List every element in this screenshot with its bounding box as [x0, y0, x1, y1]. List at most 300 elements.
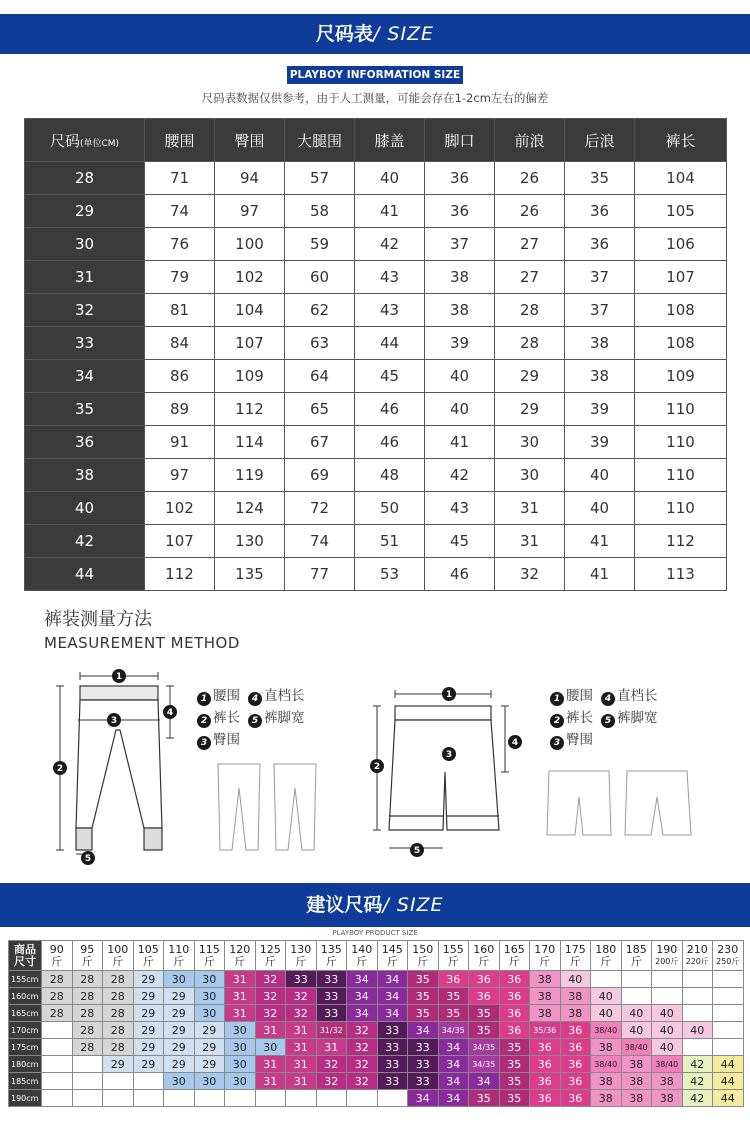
size-cell: 32	[255, 971, 286, 988]
size-cell: 35	[469, 1005, 500, 1022]
size-note: 尺码表数据仅供参考，由于人工测量，可能会存在1-2cm左右的偏差	[201, 91, 549, 105]
shorts-sketch-thumbnails	[545, 765, 695, 840]
size-cell: 110	[635, 459, 727, 492]
size-cell: 29	[495, 360, 565, 393]
shorts-diagram	[365, 680, 535, 860]
size-cell: 33	[286, 971, 317, 988]
size-cell: 38	[565, 327, 635, 360]
size-cell: 35	[565, 162, 635, 195]
size-cell: 34	[469, 1073, 500, 1090]
size-cell: 33	[377, 1039, 408, 1056]
size-cell	[621, 988, 652, 1005]
size-cell: 63	[285, 327, 355, 360]
size-cell: 35	[408, 1005, 439, 1022]
size-cell: 38	[560, 1005, 591, 1022]
size-cell: 28	[72, 1022, 103, 1039]
size-cell	[713, 1039, 744, 1056]
size-cell: 30	[194, 988, 225, 1005]
height-label: 185cm	[9, 1073, 42, 1090]
table-row	[9, 1039, 744, 1056]
size-cell: 109	[215, 360, 285, 393]
size-cell: 30	[194, 1073, 225, 1090]
legend-4-icon: 4	[248, 692, 262, 706]
size-cell: 76	[145, 228, 215, 261]
size-cell: 105	[635, 195, 727, 228]
size-cell: 28	[103, 1039, 134, 1056]
size-cell: 28	[72, 1005, 103, 1022]
size-cell: 36	[565, 228, 635, 261]
size-cell: 30	[225, 1073, 256, 1090]
size-cell: 71	[145, 162, 215, 195]
size-cell: 29	[133, 1056, 164, 1073]
size-cell: 29	[103, 1056, 134, 1073]
size-cell: 39	[425, 327, 495, 360]
size-cell: 35	[499, 1073, 530, 1090]
legend-3-icon: 3	[197, 736, 211, 750]
size-cell: 41	[355, 195, 425, 228]
size-cell: 32	[347, 1056, 378, 1073]
size-cell: 29	[495, 393, 565, 426]
size-cell: 28	[103, 1005, 134, 1022]
size-cell: 97	[215, 195, 285, 228]
size-cell: 38/40	[621, 1039, 652, 1056]
size-cell: 53	[355, 558, 425, 591]
svg-text:4: 4	[511, 738, 519, 748]
size-cell: 38	[560, 988, 591, 1005]
size-cell: 33	[377, 1022, 408, 1039]
size-cell: 36	[469, 971, 500, 988]
size-cell: 31	[495, 492, 565, 525]
size-cell: 35	[469, 1022, 500, 1039]
size-cell: 107	[215, 327, 285, 360]
size-cell: 35	[408, 988, 439, 1005]
size-cell: 35	[408, 971, 439, 988]
table-row	[9, 1005, 744, 1022]
size-cell	[682, 971, 713, 988]
size-cell: 34	[347, 988, 378, 1005]
size-cell: 40	[560, 971, 591, 988]
size-cell: 40	[652, 1005, 683, 1022]
size-cell: 40	[652, 1039, 683, 1056]
table-row	[9, 1090, 744, 1107]
size-cell: 28	[25, 162, 145, 195]
size-cell	[42, 1056, 73, 1073]
size-cell: 40	[591, 988, 622, 1005]
size-cell	[682, 1005, 713, 1022]
size-cell: 38	[591, 1090, 622, 1107]
size-cell	[713, 971, 744, 988]
size-cell: 28	[72, 1039, 103, 1056]
weight-header: 210 220斤	[682, 941, 713, 971]
recommend-subtitle: PLAYBOY PRODUCT SIZE	[332, 929, 418, 937]
size-cell: 51	[355, 525, 425, 558]
size-cell: 110	[635, 426, 727, 459]
size-cell: 35	[499, 1090, 530, 1107]
size-cell: 110	[635, 492, 727, 525]
size-cell: 110	[635, 393, 727, 426]
size-cell	[103, 1073, 134, 1090]
size-cell: 35	[438, 1005, 469, 1022]
size-cell	[621, 971, 652, 988]
table-row	[25, 459, 727, 492]
legend-5-icon: 5	[248, 714, 262, 728]
size-cell: 79	[145, 261, 215, 294]
size-cell: 41	[565, 558, 635, 591]
size-cell: 36	[560, 1039, 591, 1056]
size-cell: 33	[377, 1073, 408, 1090]
size-cell: 107	[635, 261, 727, 294]
size-cell	[713, 1005, 744, 1022]
size-cell: 31	[225, 1005, 256, 1022]
size-cell: 34	[438, 1090, 469, 1107]
weight-header: 125 斤	[255, 941, 286, 971]
size-cell: 42	[355, 228, 425, 261]
size-cell: 119	[215, 459, 285, 492]
size-cell: 59	[285, 228, 355, 261]
size-cell: 33	[316, 971, 347, 988]
size-cell	[652, 988, 683, 1005]
size-cell: 33	[316, 1005, 347, 1022]
size-cell: 35	[499, 1056, 530, 1073]
size-cell: 32	[316, 1073, 347, 1090]
size-cell: 29	[133, 1022, 164, 1039]
size-cell: 36	[425, 195, 495, 228]
size-cell: 35/36	[530, 1022, 561, 1039]
recommend-table	[8, 940, 744, 1107]
size-cell: 60	[285, 261, 355, 294]
size-cell: 36	[499, 988, 530, 1005]
size-cell: 124	[215, 492, 285, 525]
size-cell: 42	[682, 1090, 713, 1107]
size-cell: 45	[425, 525, 495, 558]
size-cell: 35	[469, 1090, 500, 1107]
weight-header: 190 200斤	[652, 941, 683, 971]
size-cell: 38	[425, 261, 495, 294]
weight-header: 150 斤	[408, 941, 439, 971]
size-cell: 40	[652, 1022, 683, 1039]
size-col-header: 前浪	[495, 119, 565, 162]
legend-1-icon: 1	[550, 692, 564, 706]
size-cell	[103, 1090, 134, 1107]
size-cell: 40	[355, 162, 425, 195]
size-cell	[72, 1056, 103, 1073]
size-cell: 34	[347, 1005, 378, 1022]
size-cell: 33	[408, 1039, 439, 1056]
size-cell: 28	[103, 1022, 134, 1039]
weight-header: 145 斤	[377, 941, 408, 971]
table-row	[25, 360, 727, 393]
weight-header: 90 斤	[42, 941, 73, 971]
size-cell: 34	[408, 1022, 439, 1039]
size-cell: 38	[530, 971, 561, 988]
size-cell: 36	[499, 1022, 530, 1039]
size-col-header: 后浪	[565, 119, 635, 162]
size-cell: 34	[25, 360, 145, 393]
weight-header: 185 斤	[621, 941, 652, 971]
size-cell: 31	[25, 261, 145, 294]
table-row	[25, 261, 727, 294]
size-cell: 29	[133, 1039, 164, 1056]
size-cell: 36	[530, 1090, 561, 1107]
size-cell	[42, 1090, 73, 1107]
size-cell	[682, 1039, 713, 1056]
size-cell: 37	[565, 294, 635, 327]
size-cell: 28	[103, 971, 134, 988]
size-cell	[347, 1090, 378, 1107]
size-cell: 109	[635, 360, 727, 393]
size-table	[24, 118, 727, 591]
size-cell: 40	[565, 459, 635, 492]
size-cell: 108	[635, 327, 727, 360]
size-cell: 43	[355, 294, 425, 327]
svg-text:3: 3	[445, 750, 453, 760]
weight-header: 105 斤	[133, 941, 164, 971]
size-cell: 40	[425, 393, 495, 426]
size-cell: 30	[225, 1039, 256, 1056]
size-cell	[316, 1090, 347, 1107]
size-cell	[286, 1090, 317, 1107]
size-cell: 114	[215, 426, 285, 459]
size-cell: 38/40	[591, 1056, 622, 1073]
size-cell: 74	[285, 525, 355, 558]
size-cell: 32	[286, 988, 317, 1005]
table-row	[25, 195, 727, 228]
height-label: 160cm	[9, 988, 42, 1005]
size-cell: 72	[285, 492, 355, 525]
legend-4-icon: 4	[601, 692, 615, 706]
size-cell: 40	[565, 492, 635, 525]
size-cell: 102	[215, 261, 285, 294]
size-cell: 50	[355, 492, 425, 525]
size-cell: 31	[225, 971, 256, 988]
size-cell: 42	[425, 459, 495, 492]
height-label: 175cm	[9, 1039, 42, 1056]
size-cell: 113	[635, 558, 727, 591]
banner-title-cn: 尺码表	[315, 23, 373, 45]
size-cell: 33	[377, 1056, 408, 1073]
size-cell: 112	[215, 393, 285, 426]
size-cell: 32	[255, 988, 286, 1005]
size-cell: 31/32	[316, 1022, 347, 1039]
size-cell: 67	[285, 426, 355, 459]
table-row	[25, 228, 727, 261]
size-cell: 39	[565, 393, 635, 426]
weight-header: 230 250斤	[713, 941, 744, 971]
size-cell: 40	[591, 1005, 622, 1022]
size-cell: 39	[565, 426, 635, 459]
size-cell	[164, 1090, 195, 1107]
table-row	[25, 327, 727, 360]
size-cell: 38	[652, 1073, 683, 1090]
size-cell: 36	[560, 1022, 591, 1039]
size-cell: 44	[713, 1090, 744, 1107]
size-cell: 33	[408, 1056, 439, 1073]
size-cell: 44	[713, 1073, 744, 1090]
size-cell: 26	[495, 162, 565, 195]
recommend-title-en: / SIZE	[382, 894, 444, 916]
size-cell: 29	[164, 1056, 195, 1073]
size-cell: 36	[499, 1005, 530, 1022]
height-label: 170cm	[9, 1022, 42, 1039]
recommend-banner	[0, 883, 750, 927]
measurement-title-cn: 裤装测量方法	[44, 609, 152, 630]
size-cell: 36	[560, 1056, 591, 1073]
size-cell: 34	[408, 1090, 439, 1107]
size-cell: 36	[565, 195, 635, 228]
size-cell: 37	[425, 228, 495, 261]
size-cell: 36	[499, 971, 530, 988]
size-cell: 36	[438, 971, 469, 988]
size-cell: 135	[215, 558, 285, 591]
size-cell	[591, 971, 622, 988]
size-cell: 104	[635, 162, 727, 195]
weight-header: 135 斤	[316, 941, 347, 971]
size-cell: 28	[495, 327, 565, 360]
table-row	[25, 162, 727, 195]
size-cell: 32	[495, 558, 565, 591]
table-row	[9, 988, 744, 1005]
weight-header: 110 斤	[164, 941, 195, 971]
size-col-header: 腰围	[145, 119, 215, 162]
size-cell: 86	[145, 360, 215, 393]
size-cell	[377, 1090, 408, 1107]
weight-header: 130 斤	[286, 941, 317, 971]
size-cell: 44	[355, 327, 425, 360]
size-col-header: 大腿围	[285, 119, 355, 162]
size-cell: 64	[285, 360, 355, 393]
table-row	[9, 1022, 744, 1039]
size-cell: 30	[255, 1039, 286, 1056]
size-cell: 38	[25, 459, 145, 492]
height-label: 155cm	[9, 971, 42, 988]
size-cell	[194, 1090, 225, 1107]
size-cell: 38	[621, 1056, 652, 1073]
size-cell: 44	[25, 558, 145, 591]
size-cell	[133, 1090, 164, 1107]
size-cell: 29	[164, 1022, 195, 1039]
weight-header: 95 斤	[72, 941, 103, 971]
svg-text:1: 1	[115, 672, 123, 682]
size-cell	[713, 988, 744, 1005]
svg-text:5: 5	[413, 846, 421, 856]
size-cell: 29	[194, 1039, 225, 1056]
size-cell	[133, 1073, 164, 1090]
size-cell: 30	[164, 971, 195, 988]
weight-header: 115 斤	[194, 941, 225, 971]
size-cell: 34/35	[469, 1039, 500, 1056]
pants-sketch-thumbnails	[212, 760, 327, 855]
size-cell: 33	[25, 327, 145, 360]
weight-header: 170 斤	[530, 941, 561, 971]
size-cell: 57	[285, 162, 355, 195]
size-cell: 30	[495, 459, 565, 492]
size-col-header: 尺码(单位CM)	[25, 119, 145, 162]
size-cell: 46	[425, 558, 495, 591]
size-cell: 31	[495, 525, 565, 558]
size-cell: 30	[495, 426, 565, 459]
size-cell: 38	[565, 360, 635, 393]
size-cell: 40	[621, 1005, 652, 1022]
size-cell: 40	[621, 1022, 652, 1039]
size-cell: 35	[25, 393, 145, 426]
weight-header: 140 斤	[347, 941, 378, 971]
weight-header: 155 斤	[438, 941, 469, 971]
size-cell: 29	[164, 1005, 195, 1022]
size-cell	[652, 971, 683, 988]
size-cell: 46	[355, 393, 425, 426]
size-cell: 34/35	[438, 1022, 469, 1039]
size-cell: 130	[215, 525, 285, 558]
height-label: 165cm	[9, 1005, 42, 1022]
size-cell: 28	[42, 988, 73, 1005]
size-cell: 32	[347, 1073, 378, 1090]
size-cell: 29	[194, 1022, 225, 1039]
size-cell: 36	[560, 1073, 591, 1090]
size-cell: 43	[425, 492, 495, 525]
size-cell: 38	[621, 1090, 652, 1107]
weight-header: 100 斤	[103, 941, 134, 971]
size-cell: 45	[355, 360, 425, 393]
size-cell: 32	[347, 1022, 378, 1039]
legend-2-icon: 2	[550, 714, 564, 728]
table-row	[25, 393, 727, 426]
size-cell: 94	[215, 162, 285, 195]
size-cell: 34	[377, 988, 408, 1005]
size-col-header: 脚口	[425, 119, 495, 162]
weight-header: 120 斤	[225, 941, 256, 971]
size-cell: 65	[285, 393, 355, 426]
size-cell: 29	[194, 1056, 225, 1073]
size-cell: 108	[635, 294, 727, 327]
table-row	[25, 294, 727, 327]
size-cell: 28	[42, 971, 73, 988]
size-cell: 107	[145, 525, 215, 558]
size-cell: 34	[438, 1056, 469, 1073]
size-cell: 36	[25, 426, 145, 459]
table-row	[25, 492, 727, 525]
size-cell: 100	[215, 228, 285, 261]
size-cell: 46	[355, 426, 425, 459]
size-cell: 30	[194, 971, 225, 988]
shorts-legend: 1 腰围 4 直档长 2 裤长 5 裤脚宽 3 臀围	[550, 685, 666, 751]
table-row	[25, 525, 727, 558]
weight-header: 160 斤	[469, 941, 500, 971]
size-cell: 41	[565, 525, 635, 558]
size-cell: 32	[25, 294, 145, 327]
size-cell: 42	[682, 1073, 713, 1090]
size-cell: 34	[377, 971, 408, 988]
size-cell	[225, 1090, 256, 1107]
size-cell: 30	[164, 1073, 195, 1090]
size-cell: 29	[133, 971, 164, 988]
size-cell: 31	[225, 988, 256, 1005]
size-cell: 27	[495, 261, 565, 294]
size-cell	[72, 1073, 103, 1090]
size-cell: 38	[530, 1005, 561, 1022]
legend-3-icon: 3	[550, 736, 564, 750]
size-cell: 40	[425, 360, 495, 393]
size-cell: 112	[635, 525, 727, 558]
size-cell: 38	[425, 294, 495, 327]
size-cell: 38	[530, 988, 561, 1005]
size-cell: 42	[25, 525, 145, 558]
size-cell: 31	[316, 1039, 347, 1056]
size-cell: 31	[255, 1056, 286, 1073]
size-cell: 89	[145, 393, 215, 426]
size-cell: 35	[438, 988, 469, 1005]
table-row	[9, 971, 744, 988]
size-cell: 28	[42, 1005, 73, 1022]
